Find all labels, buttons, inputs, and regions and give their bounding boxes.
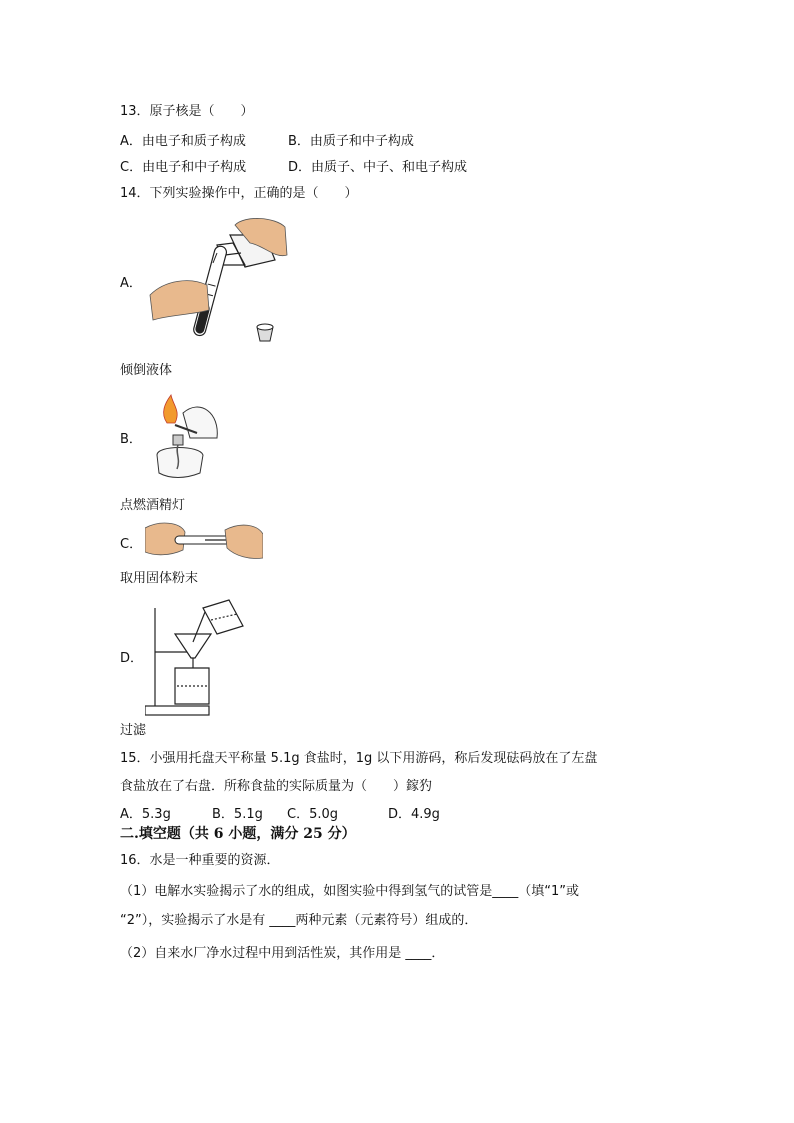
q15-option-b: B．5.1g	[212, 807, 263, 822]
q16-part2: （2）自来水厂净水过程中用到活性炭，其作用是 ____．	[120, 946, 445, 961]
q14-option-a-letter: A．	[120, 276, 142, 291]
q14-stem: 14．下列实验操作中，正确的是（ ）	[120, 186, 358, 201]
section-title: 二.填空题（共 6 小题，满分 25 分）	[120, 826, 356, 842]
q13-option-d: D．由质子、中子、和电子构成	[288, 160, 468, 175]
q13-option-c: C．由电子和中子构成	[120, 160, 247, 175]
q14-option-c-caption: 取用固体粉末	[120, 571, 199, 586]
filtration-illustration	[145, 598, 250, 718]
q15-option-c: C．5.0g	[287, 807, 339, 822]
q16-part1-line1: （1）电解水实验揭示了水的组成，如图实验中得到氢气的试管是____（填“1”或	[120, 884, 580, 899]
q14-option-b-caption: 点燃酒精灯	[120, 498, 186, 513]
q15-option-d: D．4.9g	[388, 807, 440, 822]
q16-stem: 16．水是一种重要的资源．	[120, 853, 280, 868]
q15-line2: 食盐放在了右盘．所称食盐的实际质量为（ ）鎵犳	[120, 779, 433, 794]
q14-option-c-letter: C．	[120, 537, 143, 552]
q15-option-a: A．5.3g	[120, 807, 171, 822]
q13-stem: 13．原子核是（ ）	[120, 104, 254, 119]
q13-option-b: B．由质子和中子构成	[288, 134, 414, 149]
pouring-liquid-illustration	[145, 215, 290, 350]
q14-option-b-letter: B．	[120, 432, 142, 447]
q14-option-a-caption: 倾倒液体	[120, 363, 173, 378]
q14-option-d-letter: D．	[120, 651, 144, 666]
lighting-alcohol-lamp-illustration	[145, 393, 225, 485]
q15-line1: 15．小强用托盘天平称量 5.1g 食盐时，1g 以下用游码，称后发现砝码放在了左盘	[120, 751, 598, 766]
q16-part1-line2: “2”），实验揭示了水是有 ____两种元素（元素符号）组成的．	[120, 913, 478, 928]
taking-solid-powder-illustration	[145, 518, 263, 562]
q13-option-a: A．由电子和质子构成	[120, 134, 246, 149]
q14-option-d-caption: 过滤	[120, 723, 147, 738]
